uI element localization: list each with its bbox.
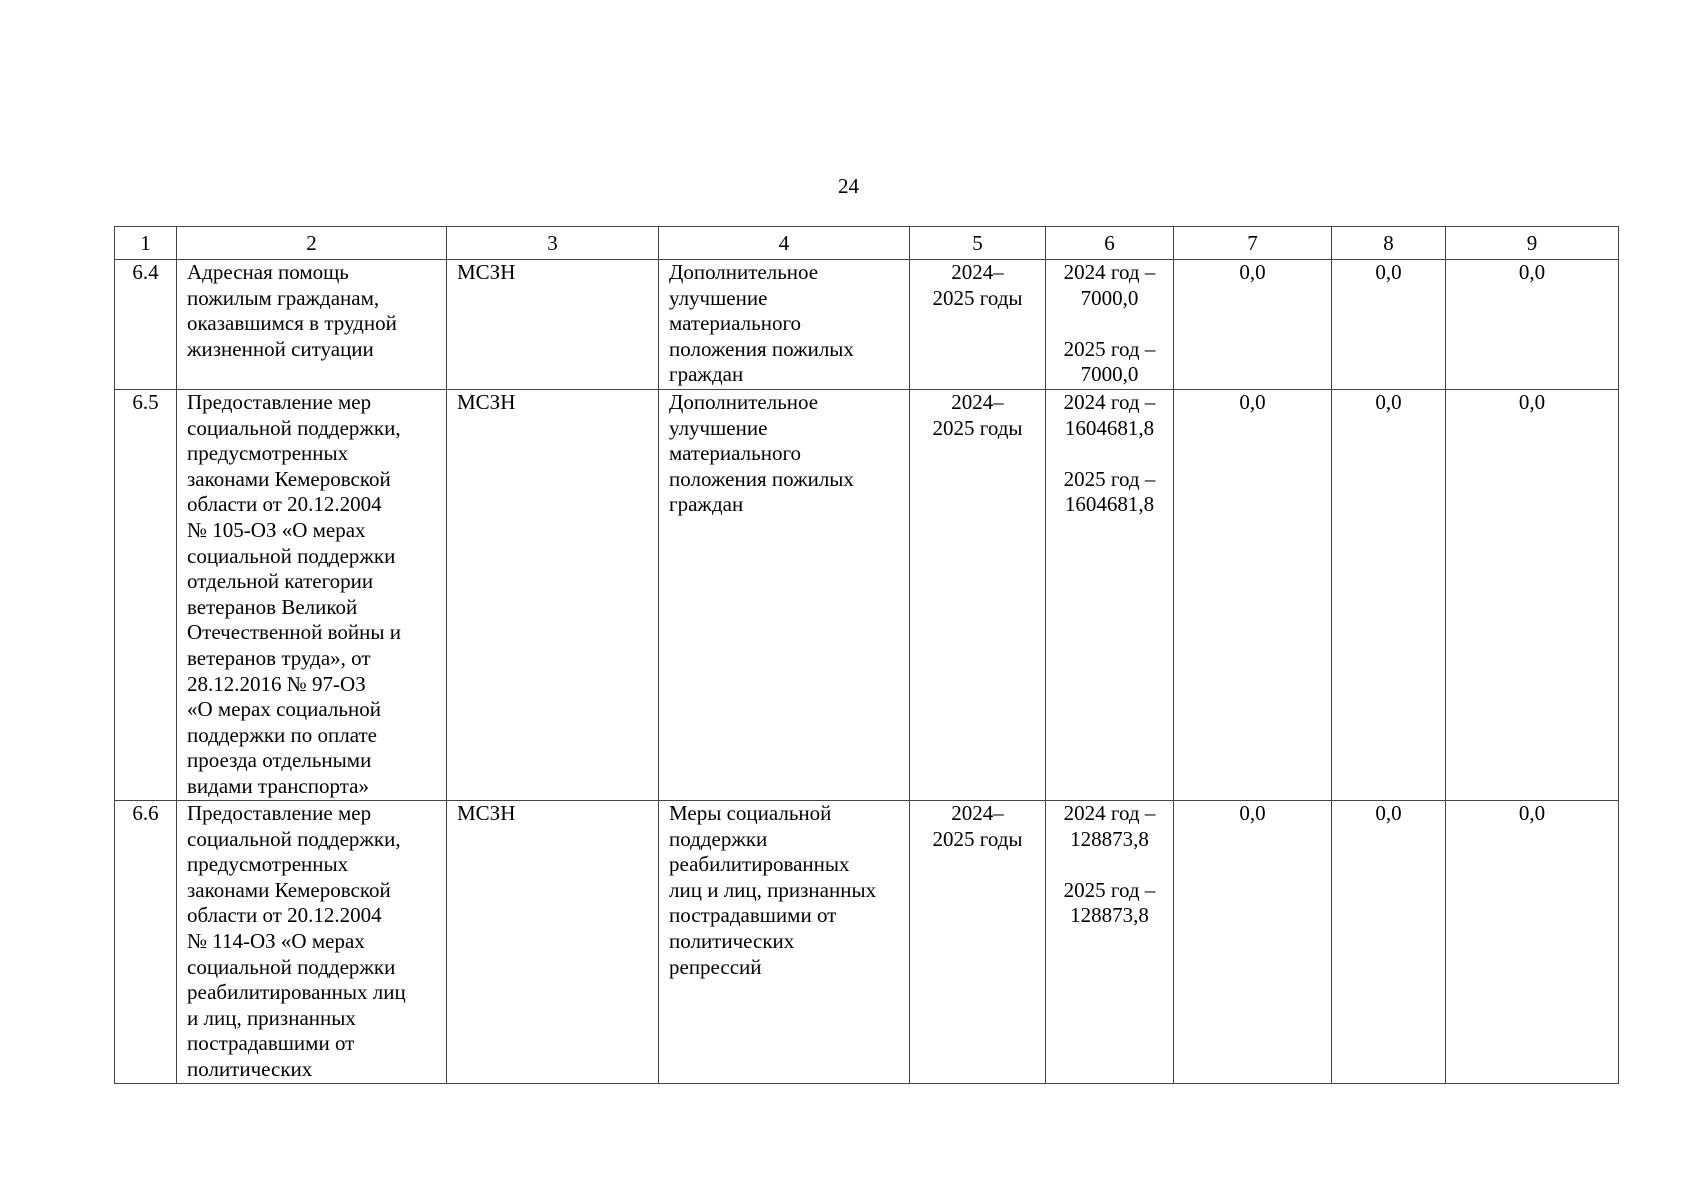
value-col-8: 0,0 (1332, 801, 1446, 1084)
column-number: 9 (1446, 227, 1619, 260)
value-col-9: 0,0 (1446, 260, 1619, 390)
expected-result: Дополнительное улучшение материального положения пожилых граждан (659, 260, 910, 390)
period: 2024– 2025 годы (910, 390, 1046, 801)
funding: 2024 год – 1604681,8 2025 год – 1604681,8 (1046, 390, 1174, 801)
column-number: 1 (115, 227, 177, 260)
executor: МСЗН (447, 260, 659, 390)
funding: 2024 год – 128873,8 2025 год – 128873,8 (1046, 801, 1174, 1084)
column-number: 2 (177, 227, 447, 260)
value-col-8: 0,0 (1332, 390, 1446, 801)
measure-name: Адресная помощь пожилым гражданам, оказавшимся в трудной жизненной ситуации (177, 260, 447, 390)
value-col-9: 0,0 (1446, 390, 1619, 801)
column-number: 5 (910, 227, 1046, 260)
value-col-8: 0,0 (1332, 260, 1446, 390)
column-number: 8 (1332, 227, 1446, 260)
period: 2024– 2025 годы (910, 260, 1046, 390)
table-row (115, 260, 1619, 390)
expected-result: Меры социальной поддержки реабилитированных лиц и лиц, признанных пострадавшими от политических репрессий (659, 801, 910, 1084)
table-row (115, 801, 1619, 1084)
column-number: 4 (659, 227, 910, 260)
funding: 2024 год – 7000,0 2025 год – 7000,0 (1046, 260, 1174, 390)
value-col-7: 0,0 (1174, 260, 1332, 390)
executor: МСЗН (447, 390, 659, 801)
page-number: 24 (838, 174, 859, 198)
column-number: 6 (1046, 227, 1174, 260)
value-col-7: 0,0 (1174, 801, 1332, 1084)
program-table (114, 226, 1619, 1084)
column-number: 7 (1174, 227, 1332, 260)
table-row (115, 390, 1619, 801)
value-col-7: 0,0 (1174, 390, 1332, 801)
row-number: 6.6 (115, 801, 177, 1084)
value-col-9: 0,0 (1446, 801, 1619, 1084)
measure-name: Предоставление мер социальной поддержки, предусмотренных законами Кемеровской области от 20.12.2004 № 114-ОЗ «О мерах социальной поддержки реабилитированных лиц и лиц, признанных пострадавшими от политических (177, 801, 447, 1084)
measure-name: Предоставление мер социальной поддержки, предусмотренных законами Кемеровской области от 20.12.2004 № 105-ОЗ «О мерах социальной поддержки отдельной категории ветеранов Великой Отечественной войны и ветеранов труда», от 28.12.2016 № 97-ОЗ «О мерах социальной поддержки по оплате проезда отдельными видами транспорта» (177, 390, 447, 801)
executor: МСЗН (447, 801, 659, 1084)
column-number: 3 (447, 227, 659, 260)
row-number: 6.4 (115, 260, 177, 390)
row-number: 6.5 (115, 390, 177, 801)
column-number-row (115, 227, 1619, 260)
expected-result: Дополнительное улучшение материального положения пожилых граждан (659, 390, 910, 801)
period: 2024– 2025 годы (910, 801, 1046, 1084)
